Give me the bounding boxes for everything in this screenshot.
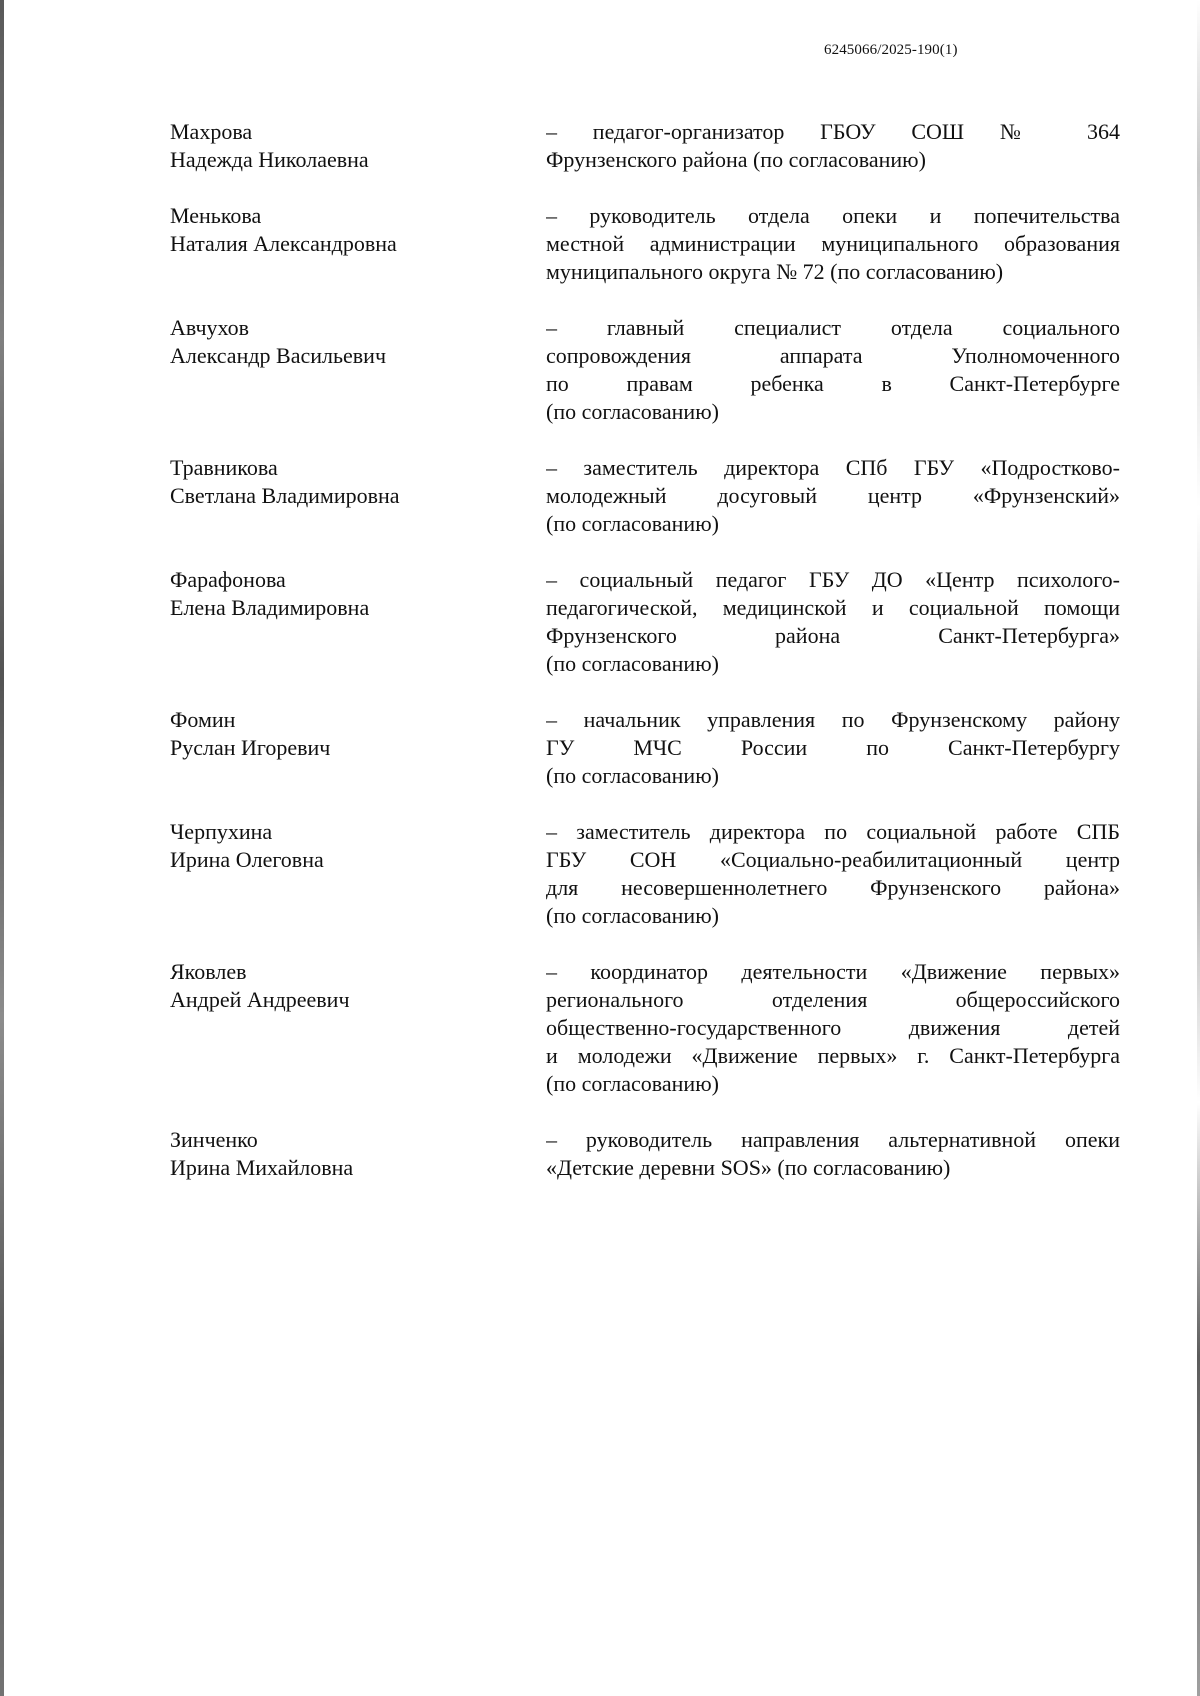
member-entry (170, 118, 1120, 174)
member-surname: Травникова (170, 455, 278, 480)
role-text-line: (по согласованию) (546, 399, 719, 424)
role-text-line: сопровождения аппарата Уполномоченного (546, 343, 1120, 368)
scan-edge-left (0, 0, 4, 1696)
document-number: 6245066/2025-190(1) (824, 42, 958, 58)
member-name (170, 566, 546, 622)
member-surname: Фарафонова (170, 567, 286, 592)
member-entry (170, 454, 1120, 538)
role-text-line: ГБУ СОН «Социально-реабилитационный центр (546, 847, 1120, 872)
role-text-line: – социальный педагог ГБУ ДО «Центр психолого- (546, 567, 1120, 592)
member-given-names: Ирина Олеговна (170, 847, 324, 872)
role-text-line: и молодежи «Движение первых» г. Санкт-Петербурга (546, 1043, 1120, 1068)
member-surname: Фомин (170, 707, 236, 732)
member-role (546, 958, 1120, 1098)
member-given-names: Андрей Андреевич (170, 987, 350, 1012)
member-name (170, 202, 546, 258)
member-surname: Черпухина (170, 819, 273, 844)
member-role (546, 314, 1120, 426)
member-role (546, 118, 1120, 174)
role-text-line: педагогической, медицинской и социальной помощи (546, 595, 1120, 620)
member-given-names: Надежда Николаевна (170, 147, 369, 172)
role-text-line: – координатор деятельности «Движение первых» (546, 959, 1120, 984)
role-text-line: – главный специалист отдела социального (546, 315, 1120, 340)
role-text-line: – руководитель отдела опеки и попечительства (546, 203, 1120, 228)
role-text-line: общественно-государственного движения детей (546, 1015, 1120, 1040)
member-given-names: Руслан Игоревич (170, 735, 331, 760)
role-text-line: (по согласованию) (546, 651, 719, 676)
member-name (170, 1126, 546, 1182)
member-surname: Авчухов (170, 315, 250, 340)
role-text-line: – руководитель направления альтернативной опеки (546, 1127, 1120, 1152)
member-given-names: Елена Владимировна (170, 595, 370, 620)
member-surname: Яковлев (170, 959, 247, 984)
role-text-line: (по согласованию) (546, 903, 719, 928)
member-name (170, 958, 546, 1014)
member-surname: Зинченко (170, 1127, 258, 1152)
member-entry (170, 314, 1120, 426)
member-given-names: Светлана Владимировна (170, 483, 400, 508)
member-role (546, 1126, 1120, 1182)
member-role (546, 818, 1120, 930)
role-text-line: ГУ МЧС России по Санкт-Петербургу (546, 735, 1120, 760)
member-entry (170, 958, 1120, 1098)
role-text-line: молодежный досуговый центр «Фрунзенский» (546, 483, 1120, 508)
member-given-names: Наталия Александровна (170, 231, 397, 256)
role-text-line: – педагог-организатор ГБОУ СОШ № 364 (546, 119, 1120, 144)
role-text-line: (по согласованию) (546, 1071, 719, 1096)
member-name (170, 314, 546, 370)
member-list (170, 118, 1120, 1182)
member-name (170, 706, 546, 762)
role-text-line: регионального отделения общероссийского (546, 987, 1120, 1012)
role-text-line: Фрунзенского района Санкт-Петербурга» (546, 623, 1120, 648)
member-name (170, 118, 546, 174)
role-text-line: муниципального округа № 72 (по согласованию) (546, 259, 1004, 284)
member-name (170, 818, 546, 874)
role-text-line: – заместитель директора СПб ГБУ «Подростково- (546, 455, 1120, 480)
role-text-line: (по согласованию) (546, 511, 719, 536)
member-entry (170, 202, 1120, 286)
role-text-line: «Детские деревни SOS» (по согласованию) (546, 1155, 951, 1180)
member-name (170, 454, 546, 510)
member-entry (170, 818, 1120, 930)
member-entry (170, 1126, 1120, 1182)
role-text-line: местной администрации муниципального образования (546, 231, 1120, 256)
role-text-line: (по согласованию) (546, 763, 719, 788)
member-role (546, 202, 1120, 286)
member-surname: Махрова (170, 119, 253, 144)
member-entry (170, 566, 1120, 678)
role-text-line: – начальник управления по Фрунзенскому району (546, 707, 1120, 732)
member-surname: Менькова (170, 203, 262, 228)
member-given-names: Ирина Михайловна (170, 1155, 354, 1180)
member-role (546, 566, 1120, 678)
member-role (546, 454, 1120, 538)
member-given-names: Александр Васильевич (170, 343, 387, 368)
role-text-line: – заместитель директора по социальной работе СПБ (546, 819, 1120, 844)
role-text-line: Фрунзенского района (по согласованию) (546, 147, 926, 172)
role-text-line: для несовершеннолетнего Фрунзенского района» (546, 875, 1120, 900)
member-entry (170, 706, 1120, 790)
role-text-line: по правам ребенка в Санкт-Петербурге (546, 371, 1120, 396)
member-role (546, 706, 1120, 790)
